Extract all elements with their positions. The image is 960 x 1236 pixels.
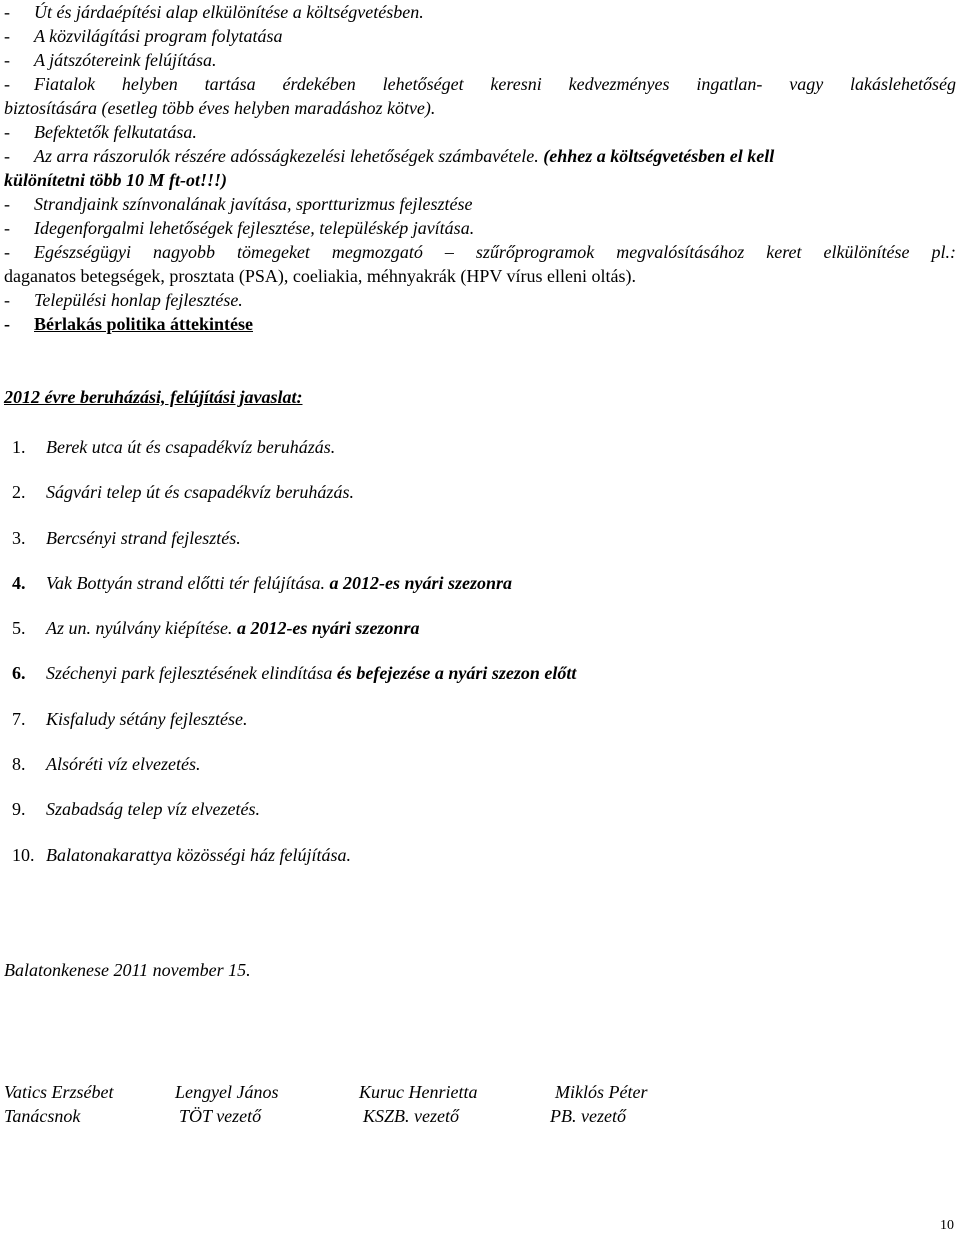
list-item: 2. Ságvári telep út és csapadékvíz beruházás. — [12, 482, 354, 503]
bullet-item: - Bérlakás politika áttekintése — [4, 314, 253, 334]
signature-title: KSZB. vezető — [363, 1106, 459, 1126]
list-item: 10. Balatonakarattya közösségi ház felújítása. — [12, 844, 351, 865]
bullet-item: - Az arra rászorulók részére adósságkezelési lehetőségek számbavétele. (ehhez a költségvetésben el kell — [4, 146, 775, 166]
signature-name: Vatics Erzsébet — [4, 1082, 114, 1102]
signature-names-row — [4, 1080, 904, 1104]
list-item: 4. Vak Bottyán strand előtti tér felújítása. a 2012-es nyári szezonra — [12, 572, 512, 593]
bullet-item: - Idegenforgalmi lehetőségek fejlesztése, településkép javítása. — [4, 218, 475, 238]
bullet-item: - Települési honlap fejlesztése. — [4, 290, 243, 310]
page-number: 10 — [940, 1218, 954, 1233]
bullet-item: - Befektetők felkutatása. — [4, 122, 197, 142]
signature-titles-row — [4, 1104, 904, 1128]
signature-title: TÖT vezető — [179, 1106, 262, 1126]
bullet-item: - A közvilágítási program folytatása — [4, 26, 283, 46]
bullet-item-continuation: különítetni több 10 M ft-ot!!!) — [4, 170, 228, 190]
bullet-item: - A játszótereink felújítása. — [4, 50, 217, 70]
signature-name: Lengyel János — [175, 1082, 279, 1102]
list-item: 3. Bercsényi strand fejlesztés. — [12, 527, 241, 548]
signature-name: Miklós Péter — [555, 1082, 648, 1102]
list-item: 8. Alsóréti víz elvezetés. — [12, 754, 201, 775]
section-title: 2012 évre beruházási, felújítási javaslat: — [4, 387, 303, 407]
bullet-item: - Egészségügyi nagyobb tömegeket megmozgató – szűrőprogramok megvalósításához keret elkülönítése pl.: — [4, 242, 956, 262]
list-item: 1. Berek utca út és csapadékvíz beruházás. — [12, 437, 336, 457]
bullet-item-continuation: biztosítására (esetleg több éves helyben maradáshoz kötve). — [4, 98, 436, 118]
signature-title: PB. vezető — [550, 1106, 626, 1126]
bullet-item: - Strandjaink színvonalának javítása, sportturizmus fejlesztése — [4, 194, 473, 214]
bullet-list — [4, 0, 956, 336]
numbered-list — [12, 435, 576, 888]
list-item: 5. Az un. nyúlvány kiépítése. a 2012-es nyári szezonra — [12, 618, 420, 639]
bullet-item: - Út és járdaépítési alap elkülönítése a költségvetésben. — [4, 2, 424, 22]
list-item: 9. Szabadság telep víz elvezetés. — [12, 799, 260, 820]
signature-title: Tanácsnok — [4, 1106, 81, 1126]
signature-block — [4, 1080, 904, 1128]
document-date: Balatonkenese 2011 november 15. — [4, 960, 251, 980]
list-item: 6. Széchenyi park fejlesztésének elindítása és befejezése a nyári szezon előtt — [12, 663, 577, 684]
bullet-item: - Fiatalok helyben tartása érdekében lehetőséget keresni kedvezményes ingatlan- vagy lakáslehetőség — [4, 74, 956, 94]
signature-name: Kuruc Henrietta — [359, 1082, 478, 1102]
bullet-item-continuation: daganatos betegségek, prosztata (PSA), coeliakia, méhnyakrák (HPV vírus elleni oltás). — [4, 266, 636, 286]
list-item: 7. Kisfaludy sétány fejlesztése. — [12, 708, 248, 729]
